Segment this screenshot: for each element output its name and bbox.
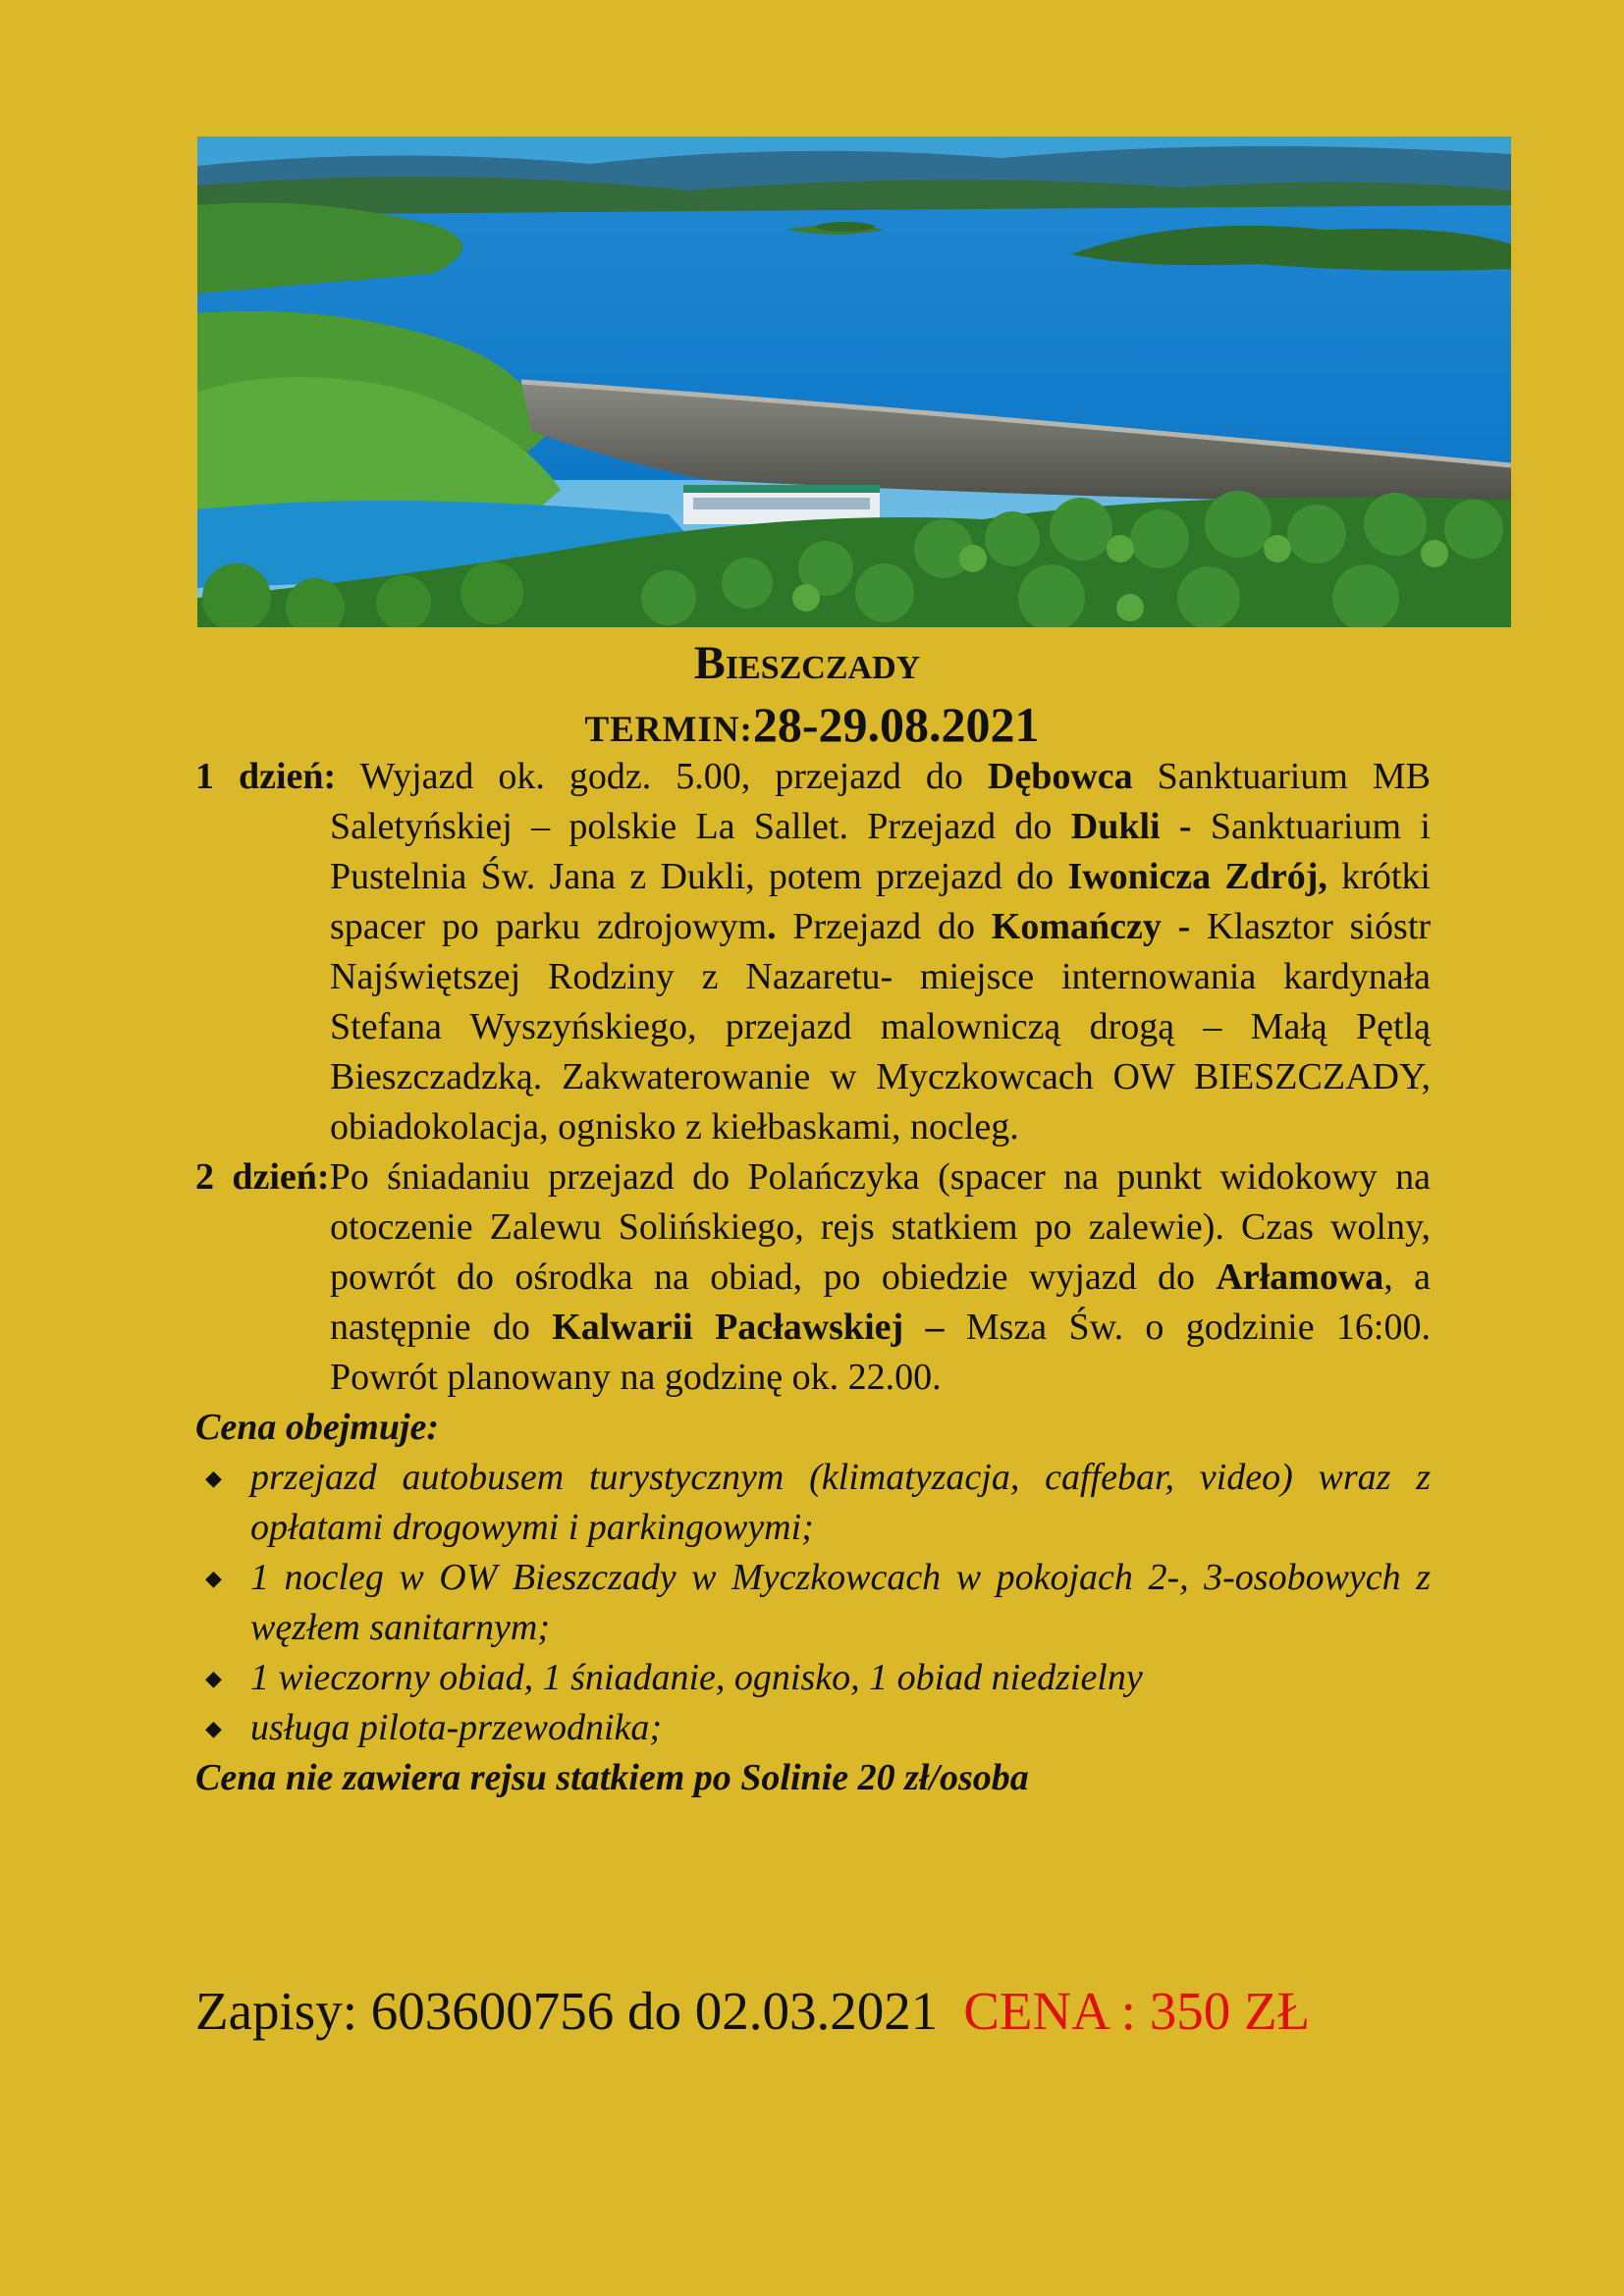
day-1-text: Wyjazd ok. godz. 5.00, przejazd do <box>336 756 988 797</box>
signup-text: Zapisy: 603600756 do 02.03.2021 <box>195 1981 939 2041</box>
list-item-text: przejazd autobusem turystycznym (klimatyzacja, caffebar, video) wraz z opłatami drogowymi i parkingowymi; <box>250 1457 1431 1548</box>
day-2-paragraph <box>195 1152 1431 1403</box>
place-kalwaria: Kalwarii Pacławskiej – <box>552 1307 945 1348</box>
day-2-label: 2 dzień: <box>195 1156 330 1198</box>
footer-signup <box>195 1977 1472 2046</box>
diamond-bullet-icon: ◆ <box>205 1666 222 1690</box>
list-item <box>195 1653 1431 1703</box>
price-excludes-note: Cena nie zawiera rejsu statkiem po Solinie 20 zł/osoba <box>195 1757 1029 1798</box>
trip-description <box>195 752 1431 1803</box>
place-debowiec: Dębowca <box>987 756 1133 797</box>
termin-date: 28-29.08.2021 <box>752 697 1040 752</box>
list-item-text: 1 wieczorny obiad, 1 śniadanie, ognisko, 1 obiad niedzielny <box>250 1657 1143 1698</box>
place-iwonicz: Iwonicza Zdrój, <box>1067 856 1327 897</box>
price-includes-heading: Cena obejmuje: <box>195 1407 440 1448</box>
day-1-text: Sanktuarium MB Saletyńskiej – polskie La Sallet. Przejazd do <box>330 756 1432 847</box>
day-1-period: . <box>767 906 777 947</box>
diamond-bullet-icon: ◆ <box>205 1466 222 1490</box>
price-label: CENA : 350 ZŁ <box>963 1981 1311 2041</box>
day-1-text: krótki spacer po parku zdrojowym <box>330 856 1431 947</box>
list-item <box>195 1453 1431 1553</box>
list-item-text: 1 nocleg w OW Bieszczady w Myczkowcach w pokojach 2-, 3-osobowych z węzłem sanitarnym; <box>250 1557 1431 1648</box>
day-1-label: 1 dzień: <box>195 756 337 797</box>
list-item <box>195 1703 1431 1753</box>
title-text: Bieszczady <box>693 637 921 689</box>
page-title <box>0 636 1624 691</box>
diamond-bullet-icon: ◆ <box>205 1716 222 1740</box>
day-1-text: Sanktuarium i Pustelnia Św. Jana z Dukli, potem przejazd do <box>330 806 1431 897</box>
place-komancza: Komańczy - <box>991 906 1191 947</box>
day-2-text: Po śniadaniu przejazd do Polańczyka (spacer na punkt widokowy na otoczenie Zalewu Solińskiego, rejs statkiem po zalewie). Czas wolny, powrót do ośrodka na obiad, po obiedzie wyjazd do <box>329 1156 1431 1298</box>
day-1-paragraph <box>195 752 1431 1152</box>
termin-label: TERMIN: <box>584 710 753 750</box>
reservoir-dam-landscape-photo <box>197 136 1511 627</box>
day-2-text: Msza Św. o godzinie 16:00. Powrót planowany na godzinę ok. 22.00. <box>330 1307 1431 1398</box>
day-1-text: Klasztor sióstr Najświętszej Rodziny z Nazaretu- miejsce internowania kardynała Stefana Wyszyńskiego, przejazd malowniczą drogą – Małą Pętlą Bieszczadzką. Zakwaterowanie w Myczkowcach OW BIESZCZADY, obiadokolacja, ognisko z kiełbaskami, nocleg. <box>330 906 1432 1148</box>
place-dukla: Dukli - <box>1070 806 1192 847</box>
list-item <box>195 1553 1431 1653</box>
price-includes-list <box>195 1453 1431 1753</box>
place-arlamow: Arłamowa <box>1216 1256 1384 1298</box>
day-1-text: Przejazd do <box>776 906 992 947</box>
day-2-text: , a następnie do <box>330 1256 1431 1348</box>
list-item-text: usługa pilota-przewodnika; <box>250 1707 663 1748</box>
diamond-bullet-icon: ◆ <box>205 1566 222 1590</box>
